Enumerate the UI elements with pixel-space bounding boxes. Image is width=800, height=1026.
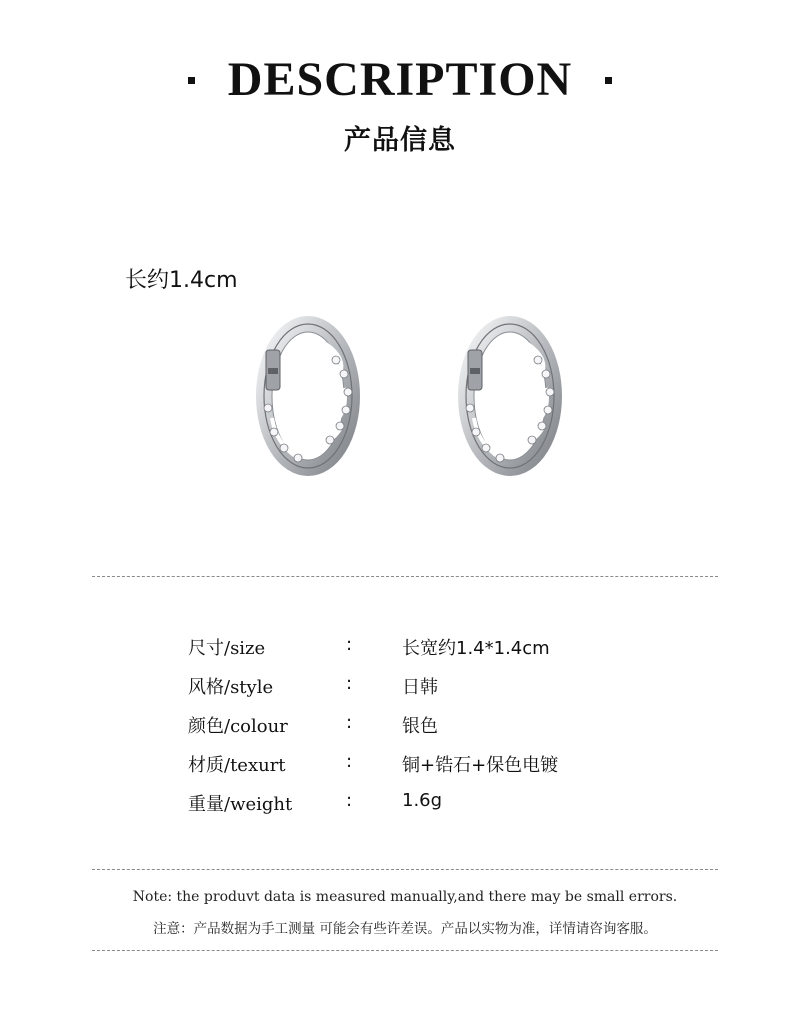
spec-row-colour bbox=[188, 706, 628, 745]
spec-colon: : bbox=[346, 673, 353, 694]
spec-key: 尺寸/size bbox=[188, 638, 266, 659]
title-row bbox=[0, 52, 800, 112]
note-english: Note: the produvt data is measured manually,and there may be small errors. bbox=[132, 889, 678, 905]
spec-row-size bbox=[188, 628, 628, 667]
dimension-label: 长约1.4cm bbox=[125, 268, 238, 293]
spec-colon: : bbox=[346, 634, 353, 655]
spec-colon: : bbox=[346, 790, 353, 811]
page-title: DESCRIPTION bbox=[227, 53, 573, 106]
spec-colon: : bbox=[346, 751, 353, 772]
spec-value: 银色 bbox=[402, 716, 438, 737]
spec-value: 日韩 bbox=[402, 677, 438, 698]
spec-table bbox=[188, 628, 628, 823]
spec-row-weight bbox=[188, 784, 628, 823]
divider-top bbox=[92, 576, 718, 577]
note-chinese: 注意：产品数据为手工测量 可能会有些许差误。产品以实物为准，详情请咨询客服。 bbox=[153, 921, 657, 937]
spec-key: 材质/texurt bbox=[188, 755, 286, 776]
spec-colon: : bbox=[346, 712, 353, 733]
spec-value: 1.6g bbox=[402, 790, 443, 811]
spec-value: 长宽约1.4*1.4cm bbox=[402, 638, 550, 659]
divider-notes-top bbox=[92, 869, 718, 870]
spec-key: 重量/weight bbox=[188, 794, 293, 815]
spec-key: 颜色/colour bbox=[188, 716, 288, 737]
earring-image-right bbox=[450, 308, 570, 488]
spec-row-material bbox=[188, 745, 628, 784]
title-bullet-left bbox=[188, 77, 195, 84]
spec-key: 风格/style bbox=[188, 677, 274, 698]
spec-row-style bbox=[188, 667, 628, 706]
earring-image-left bbox=[248, 308, 368, 488]
title-bullet-right bbox=[605, 77, 612, 84]
page-subtitle: 产品信息 bbox=[344, 125, 456, 156]
divider-notes-bottom bbox=[92, 950, 718, 951]
spec-value: 铜+锆石+保色电镀 bbox=[402, 755, 559, 776]
